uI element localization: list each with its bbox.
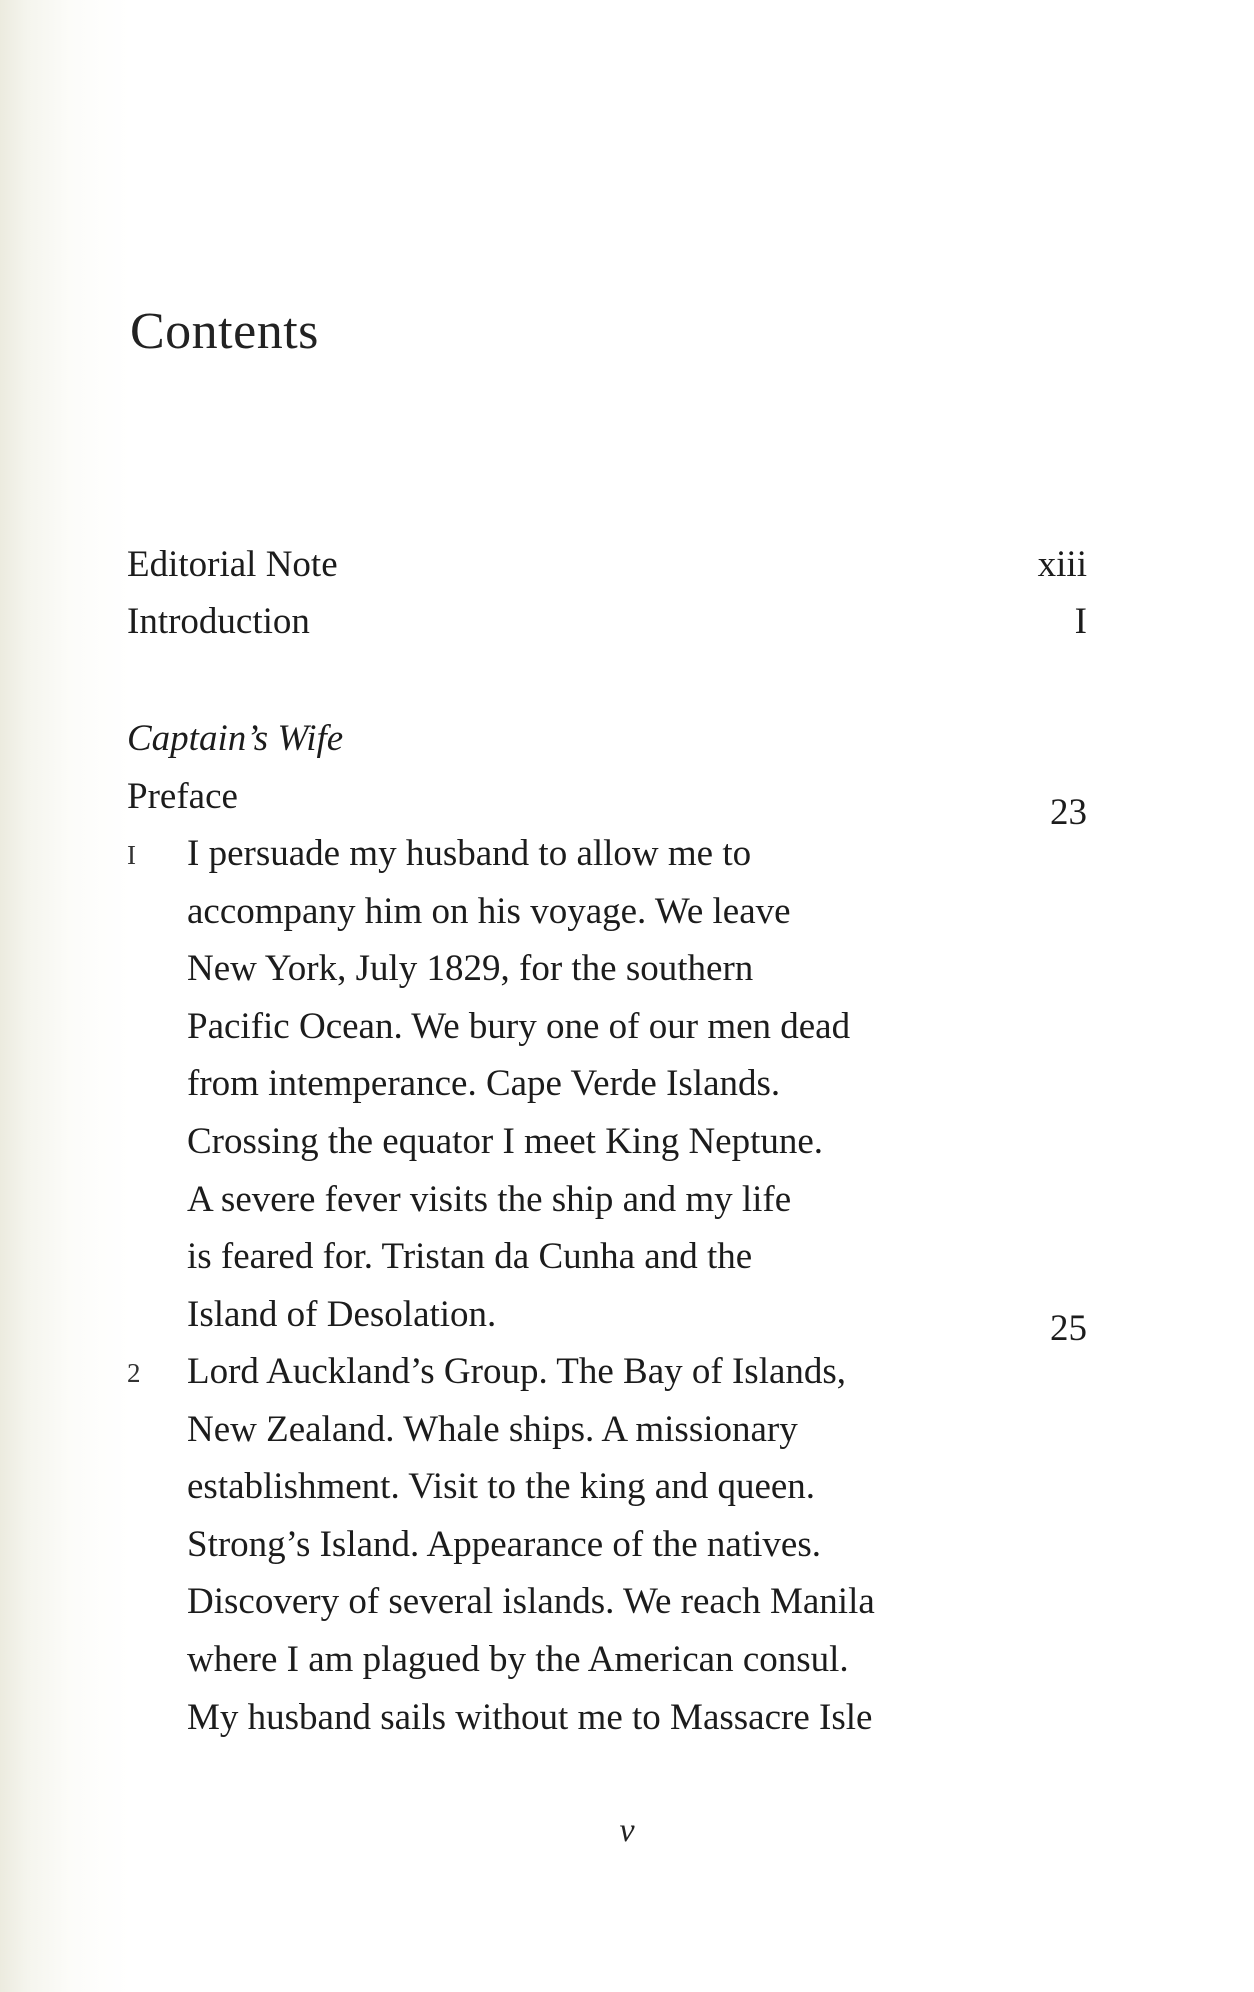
toc-entry-page: 23 [1050,792,1087,833]
chapter-number: I [127,840,136,870]
chapter-summary-line: I persuade my husband to allow me to [187,833,752,874]
chapter-summary-line: New York, July 1829, for the southern [187,948,754,990]
chapter-summary-line: Pacific Ocean. We bury one of our men dead [187,1005,851,1047]
chapter-summary-line: A severe fever visits the ship and my life [187,1178,792,1220]
chapter-summary-line: New Zealand. Whale ships. A missionary [187,1408,798,1450]
chapter-summary-line: is feared for. Tristan da Cunha and the [187,1236,753,1278]
chapter-summary-line: My husband sails without me to Massacre Isle [187,1696,873,1738]
chapter-summary [187,825,1027,1343]
toc-entry-label: Editorial Note [127,544,338,585]
chapter-summary-line: Lord Auckland’s Group. The Bay of Islands, [187,1351,847,1392]
chapter-summary-line: accompany him on his voyage. We leave [187,890,791,932]
chapter-summary-line: establishment. Visit to the king and queen. [187,1466,816,1508]
section-heading: Captain’s Wife [127,718,344,759]
chapter-summary-line: Discovery of several islands. We reach Manila [187,1581,875,1623]
toc-entry-page: xiii [1037,544,1087,585]
chapter-summary-line: where I am plagued by the American consul. [187,1638,849,1680]
chapter-summary-line: from intemperance. Cape Verde Islands. [187,1063,781,1105]
chapter-summary-line: Strong’s Island. Appearance of the natives. [187,1523,821,1565]
page-title: Contents [130,303,319,360]
toc-entry-label: Introduction [127,601,310,642]
page-folio: v [619,1812,635,1849]
toc-entry-page: 25 [1050,1308,1087,1349]
toc-entry-label: Preface [127,776,238,817]
toc-entry-page: I [1074,601,1087,642]
chapter-summary-line: Island of Desolation. [187,1293,497,1335]
chapter-summary [187,1343,1027,1746]
chapter-number: 2 [127,1358,141,1388]
chapter-summary-line: Crossing the equator I meet King Neptune. [187,1120,824,1162]
